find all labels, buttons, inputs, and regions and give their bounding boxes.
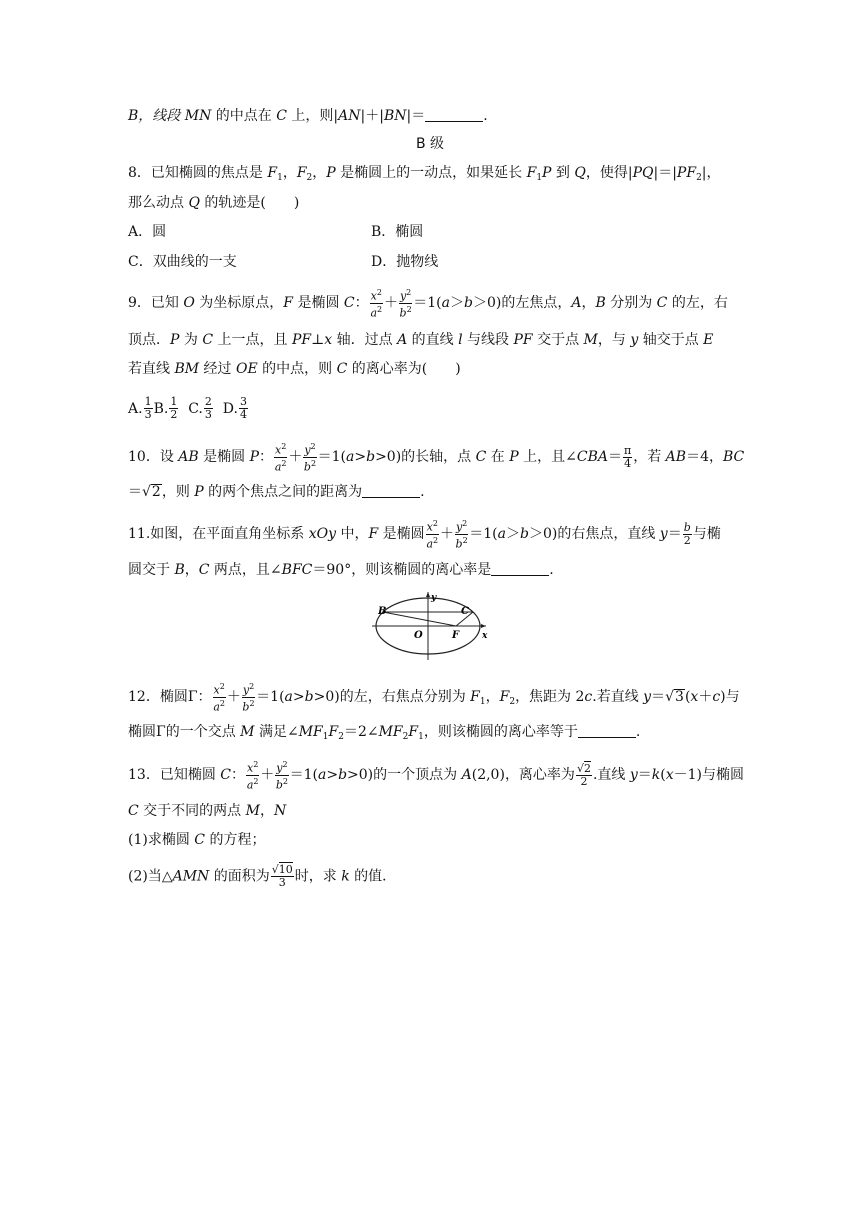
answer-blank: [425, 108, 483, 122]
q12-line1: 12．椭圆Γ： $\frac{x^2}{a^2}$ ＋ $\frac{y^2}{b^2}$ ＝1(a>b>0)的左，右焦点分别为 $F_1$，$F_2$，焦距为 2c.若直线 y＝√3(x＋c)与: [128, 682, 740, 714]
text: 8．已知椭圆的焦点是: [128, 165, 268, 181]
text: 那么动点: [128, 195, 189, 211]
q9-options: [128, 396, 249, 421]
text: 的轨迹是( ): [199, 195, 300, 211]
sub: 1: [536, 173, 543, 183]
text: |＝|: [653, 165, 677, 181]
text: .: [483, 108, 488, 124]
text: 是椭圆上的一动点，如果延长: [335, 165, 527, 181]
q8-line1: [128, 163, 721, 188]
q8-option-b: B．椭圆: [371, 224, 424, 240]
var-bn: BN: [383, 108, 407, 124]
label-b: B: [378, 606, 387, 617]
q13-line2: C 交于不同的两点 M，N: [128, 803, 287, 819]
text: 的中点在: [211, 108, 277, 124]
q13-part2: (2)当△AMN 的面积为 $\frac{√10}{3}$ 时，求 k 的值．: [128, 863, 397, 889]
text: ，使得|: [585, 165, 633, 181]
q7-tail-line: [128, 106, 488, 126]
q10-line2: ＝√2，则 P 的两个焦点之间的距离为 .: [128, 484, 425, 500]
label-f: F: [452, 630, 460, 641]
q9-option-c: C. $\frac{2}{3}$: [188, 395, 212, 421]
text: 上，则|: [286, 108, 339, 124]
var: Q: [574, 165, 586, 181]
label-c: C: [461, 606, 469, 617]
q9-option-a: A. $\frac{1}{3}$: [128, 395, 152, 421]
q8-option-d: D．抛物线: [371, 254, 439, 270]
q9-line1: 9．已知 O 为坐标原点，F 是椭圆 C： $\frac{x^2}{a^2}$ ＋ $\frac{y^2}{b^2}$ ＝1(a＞b＞0)的左焦点，A，B 分别为 C 的左，右: [128, 288, 728, 320]
q11-line2: 圆交于 B，C 两点，且∠BFC＝90°，则该椭圆的离心率是 .: [128, 562, 554, 578]
text: ，: [282, 165, 297, 181]
sub: 2: [306, 173, 313, 183]
frac-x2-a2: $\frac{x^2}{a^2}$: [370, 288, 383, 320]
answer-blank: [362, 484, 420, 498]
var: P: [542, 165, 552, 181]
var: F: [296, 165, 307, 181]
q11-line1: 11.如图，在平面直角坐标系 xOy 中，F 是椭圆 $\frac{x^2}{a^2}$ ＋ $\frac{y^2}{b^2}$ ＝1(a＞b＞0)的右焦点，直线 y＝ $\frac{b}{2}$ 与椭: [128, 519, 721, 551]
text: B，线段: [128, 108, 185, 124]
q9-option-d: D. $\frac{3}{4}$: [222, 395, 247, 421]
sub: 2: [696, 173, 702, 183]
y-axis-arrow: [426, 592, 430, 597]
var: PQ: [632, 165, 654, 181]
var-mn: MN: [184, 108, 212, 124]
frac-y2-b2: $\frac{y^2}{b^2}$: [399, 288, 412, 320]
answer-blank: [578, 724, 636, 738]
var: P: [326, 165, 336, 181]
q13-line1: 13．已知椭圆 C： $\frac{x^2}{a^2}$ ＋ $\frac{y^2}{b^2}$ ＝1(a>b>0)的一个顶点为 A(2,0)，离心率为 $\frac{√2}{2}$ .直线 y＝k(x－1)与椭圆: [128, 760, 745, 792]
q12-line2: 椭圆Γ的一个交点 M 满足$\angle MF_1F_2=2\angle MF_2F_1$，则该椭圆的离心率等于 .: [128, 724, 641, 742]
ellipse-figure: [368, 588, 492, 662]
label-x: x: [482, 631, 488, 641]
section-title: B 级: [415, 136, 445, 152]
var: F: [267, 165, 278, 181]
text: |＋|: [360, 108, 384, 124]
q9-line3: 若直线 BM 经过 OE 的中点，则 C 的离心率为( ): [128, 361, 461, 377]
q8-option-a: A．圆: [128, 224, 167, 240]
label-y: y: [431, 593, 437, 603]
q8-line2: [128, 193, 299, 213]
text: 到: [551, 165, 575, 181]
q13-part1: (1)求椭圆 C 的方程；: [128, 832, 266, 848]
q9-option-b: B. $\frac{1}{2}$: [153, 395, 178, 421]
label-o: O: [414, 630, 423, 641]
text: |＝: [406, 108, 426, 124]
x-axis-arrow: [481, 624, 486, 628]
var-c: C: [276, 108, 287, 124]
text: ，: [312, 165, 327, 181]
q8-option-c: C．双曲线的一支: [128, 254, 237, 270]
text: |，: [701, 165, 721, 181]
var: F: [526, 165, 537, 181]
sub: 1: [277, 173, 283, 183]
segment-bf: [383, 612, 456, 626]
var: Q: [188, 195, 200, 211]
var-an: AN: [338, 108, 361, 124]
answer-blank: [491, 562, 549, 576]
var: PF: [676, 165, 697, 181]
q10-line1: 10．设 AB 是椭圆 P： $\frac{x^2}{a^2}$ ＋ $\frac{y^2}{b^2}$ ＝1(a>b>0)的长轴，点 C 在 P 上，且∠CBA＝ $\frac{\pi}{4}$ ，若 AB＝4，BC: [128, 442, 745, 474]
q9-line2: 顶点．P 为 C 上一点，且 PF⊥x 轴．过点 A 的直线 l 与线段 PF 交于点 M，与 y 轴交于点 E: [128, 332, 714, 348]
